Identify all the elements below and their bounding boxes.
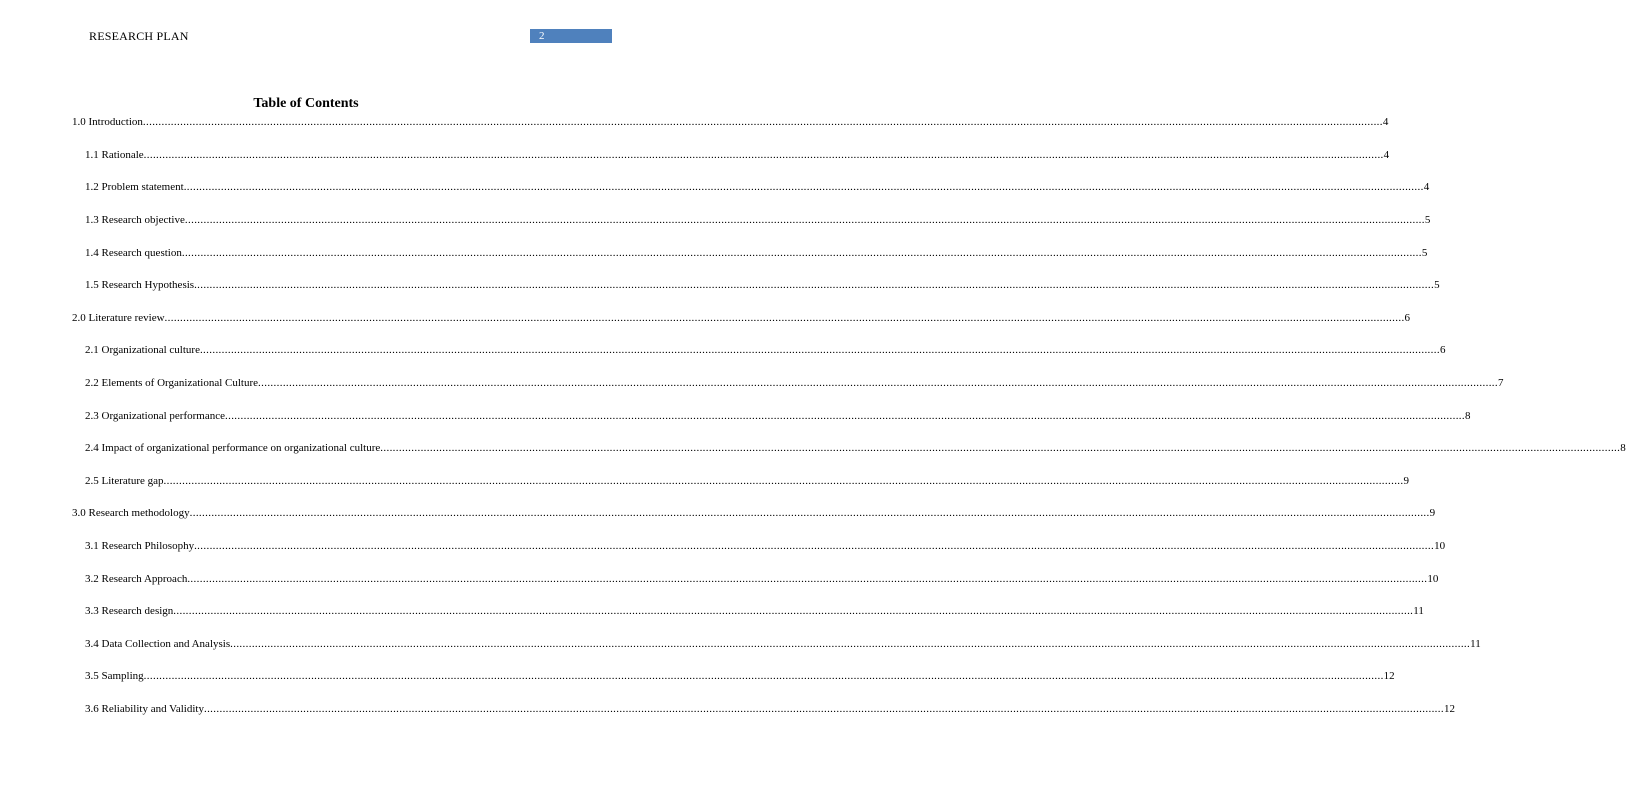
toc-entry-text: 1.2 Problem statement <box>85 181 184 193</box>
toc-entry-page: 12 <box>1443 703 1455 715</box>
toc-entry[interactable] <box>85 669 1395 683</box>
page-number-badge: 2 <box>530 29 612 43</box>
toc-entry[interactable] <box>85 441 1626 455</box>
toc-entry-text: 1.4 Research question <box>85 247 182 259</box>
toc-leader: ................................................................................................................................................................................................................................................................................................................................................................................................................ <box>164 312 1405 324</box>
toc-entry[interactable] <box>85 343 1446 357</box>
toc-entry-text: 3.2 Research Approach <box>85 573 188 585</box>
toc-entry-page: 8 <box>1620 442 1626 454</box>
toc-entry-page: 10 <box>1434 540 1446 552</box>
toc-entry-page: 5 <box>1421 247 1428 259</box>
toc-entry-text: 3.6 Reliability and Validity <box>85 703 204 715</box>
toc-leader: ................................................................................................................................................................................................................................................................................................................................................................................................................ <box>225 410 1465 422</box>
toc-entry-page: 7 <box>1498 377 1504 389</box>
toc-entry-page: 4 <box>1383 149 1390 161</box>
toc-entry-text: 3.4 Data Collection and Analysis <box>85 638 231 650</box>
toc-entry-page: 9 <box>1429 507 1436 519</box>
toc-entry-page: 6 <box>1404 312 1411 324</box>
running-head: RESEARCH PLAN <box>89 29 189 43</box>
toc-entry[interactable] <box>85 213 1431 227</box>
toc-leader: ................................................................................................................................................................................................................................................................................................................................................................................................................ <box>184 214 1425 226</box>
toc-entry-text: 3.3 Research design <box>85 605 174 617</box>
toc-entry-text: 2.3 Organizational performance <box>85 410 225 422</box>
toc-entry-text: 3.1 Research Philosophy <box>85 540 195 552</box>
toc-entry-text: 2.2 Elements of Organizational Culture <box>85 377 259 389</box>
toc-entry[interactable] <box>85 409 1471 423</box>
toc-leader: ................................................................................................................................................................................................................................................................................................................................................................................................................ <box>173 605 1414 617</box>
toc-entry-text: 2.1 Organizational culture <box>85 344 200 356</box>
toc-leader: ................................................................................................................................................................................................................................................................................................................................................................................................................ <box>142 116 1383 128</box>
toc-entry-page: 4 <box>1382 116 1389 128</box>
toc-entry-text: 1.0 Introduction <box>72 116 143 128</box>
toc-entry[interactable] <box>85 702 1455 716</box>
toc-entry-page: 11 <box>1413 605 1424 617</box>
toc-entry[interactable] <box>85 604 1424 618</box>
toc-entry[interactable] <box>85 637 1481 651</box>
toc-leader: ................................................................................................................................................................................................................................................................................................................................................................................................................ <box>194 540 1435 552</box>
toc-leader: ................................................................................................................................................................................................................................................................................................................................................................................................................ <box>183 181 1424 193</box>
toc-leader: ................................................................................................................................................................................................................................................................................................................................................................................................................ <box>380 442 1621 454</box>
toc-title: Table of Contents <box>253 96 359 111</box>
toc-entry[interactable] <box>85 572 1439 586</box>
toc-entry[interactable] <box>72 115 1389 129</box>
toc-leader: ................................................................................................................................................................................................................................................................................................................................................................................................................ <box>143 149 1384 161</box>
toc-entry-text: 1.1 Rationale <box>85 149 144 161</box>
toc-entry[interactable] <box>72 506 1436 520</box>
toc-entry-text: 3.5 Sampling <box>85 670 144 682</box>
toc-leader: ................................................................................................................................................................................................................................................................................................................................................................................................................ <box>143 670 1384 682</box>
toc-leader: ................................................................................................................................................................................................................................................................................................................................................................................................................ <box>163 475 1404 487</box>
toc-leader: ................................................................................................................................................................................................................................................................................................................................................................................................................ <box>194 279 1435 291</box>
toc-entry-text: 1.5 Research Hypothesis <box>85 279 195 291</box>
toc-entry-page: 5 <box>1424 214 1431 226</box>
toc-leader: ................................................................................................................................................................................................................................................................................................................................................................................................................ <box>187 573 1428 585</box>
toc-entry-page: 11 <box>1470 638 1481 650</box>
toc-leader: ................................................................................................................................................................................................................................................................................................................................................................................................................ <box>203 703 1444 715</box>
toc-leader: ................................................................................................................................................................................................................................................................................................................................................................................................................ <box>230 638 1471 650</box>
toc-leader: ................................................................................................................................................................................................................................................................................................................................................................................................................ <box>181 247 1422 259</box>
toc-entry[interactable] <box>85 539 1446 553</box>
toc-entry-page: 10 <box>1427 573 1439 585</box>
toc-entry-page: 12 <box>1383 670 1395 682</box>
toc-entry[interactable] <box>85 148 1390 162</box>
toc-entry-page: 9 <box>1403 475 1409 487</box>
toc-entry-text: 2.4 Impact of organizational performance on organizational culture <box>85 442 381 454</box>
toc-entry-text: 2.5 Literature gap <box>85 475 164 487</box>
toc-entry-text: 2.0 Literature review <box>72 312 165 324</box>
toc-entry[interactable] <box>85 376 1504 390</box>
toc-leader: ................................................................................................................................................................................................................................................................................................................................................................................................................ <box>258 377 1499 389</box>
toc-leader: ................................................................................................................................................................................................................................................................................................................................................................................................................ <box>199 344 1440 356</box>
toc-entry[interactable] <box>72 311 1411 325</box>
toc-entry-page: 5 <box>1434 279 1440 291</box>
toc-entry-page: 8 <box>1465 410 1471 422</box>
toc-entry[interactable] <box>85 246 1428 260</box>
toc-entry[interactable] <box>85 474 1409 488</box>
toc-entry[interactable] <box>85 278 1440 292</box>
toc-entry-text: 1.3 Research objective <box>85 214 185 226</box>
toc-entry-page: 4 <box>1423 181 1430 193</box>
toc-entry-text: 3.0 Research methodology <box>72 507 190 519</box>
toc-entry-page: 6 <box>1439 344 1446 356</box>
toc-entry[interactable] <box>85 180 1430 194</box>
toc-leader: ................................................................................................................................................................................................................................................................................................................................................................................................................ <box>189 507 1430 519</box>
